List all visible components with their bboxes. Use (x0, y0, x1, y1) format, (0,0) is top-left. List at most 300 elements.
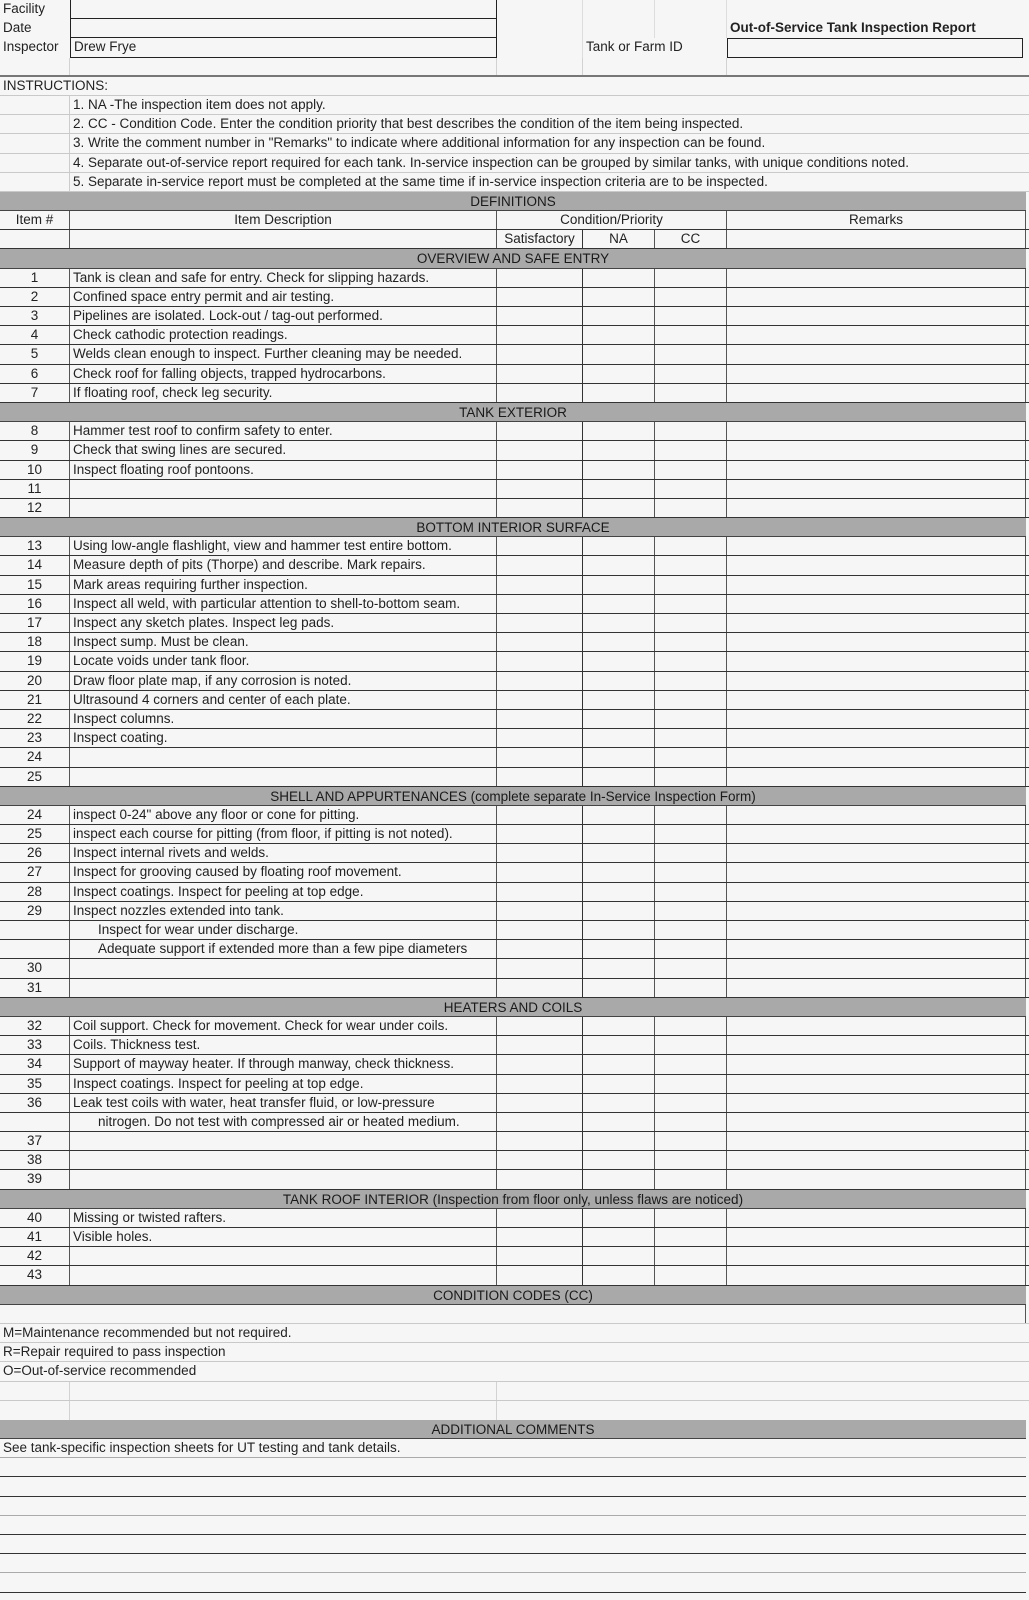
na-cell[interactable] (583, 768, 655, 786)
section-header: TANK EXTERIOR (0, 403, 1026, 422)
item-number: 13 (0, 537, 70, 555)
na-cell[interactable] (583, 595, 655, 613)
satisfactory-cell[interactable] (497, 1132, 583, 1150)
comment-line[interactable] (0, 1554, 1026, 1573)
remarks-cell[interactable] (727, 1228, 1026, 1246)
na-cell[interactable] (583, 480, 655, 498)
section-header: TANK ROOF INTERIOR (Inspection from floor only, unless flaws are noticed) (0, 1190, 1026, 1209)
na-cell[interactable] (583, 710, 655, 728)
item-number: 17 (0, 614, 70, 632)
remarks-cell[interactable] (727, 269, 1026, 287)
blank-cell (583, 19, 655, 38)
item-description: Coil support. Check for movement. Check for wear under coils. (70, 1017, 497, 1035)
remarks-cell[interactable] (727, 307, 1026, 325)
cc-cell[interactable] (655, 1151, 727, 1169)
na-cell[interactable] (583, 1170, 655, 1188)
column-subheader-row (0, 230, 1029, 249)
table-row (0, 748, 1029, 767)
satisfactory-cell[interactable] (497, 1094, 583, 1112)
remarks-cell[interactable] (727, 1113, 1026, 1131)
table-row (0, 1151, 1029, 1170)
condition-code-text: M=Maintenance recommended but not required. (3, 1324, 292, 1340)
remarks-cell[interactable] (727, 825, 1026, 843)
remarks-cell[interactable] (727, 288, 1026, 306)
instruction-item (0, 134, 1029, 153)
item-number: 37 (0, 1132, 70, 1150)
remarks-cell[interactable] (727, 883, 1026, 901)
cc-cell[interactable] (655, 768, 727, 786)
remarks-cell[interactable] (727, 710, 1026, 728)
remarks-cell[interactable] (727, 902, 1026, 920)
item-number: 7 (0, 384, 70, 402)
table-row (0, 979, 1029, 998)
comment-line[interactable] (0, 1573, 1026, 1592)
na-cell[interactable] (583, 461, 655, 479)
satisfactory-cell[interactable] (497, 537, 583, 555)
blank-cell (497, 19, 583, 38)
remarks-cell[interactable] (727, 576, 1026, 594)
na-cell[interactable] (583, 902, 655, 920)
table-row (0, 940, 1029, 959)
na-cell[interactable] (583, 979, 655, 997)
remarks-cell[interactable] (727, 326, 1026, 344)
item-number: 11 (0, 480, 70, 498)
item-number: 25 (0, 768, 70, 786)
cc-cell[interactable] (655, 1094, 727, 1112)
satisfactory-cell[interactable] (497, 806, 583, 824)
satisfactory-cell[interactable] (497, 1113, 583, 1131)
cc-cell[interactable] (655, 307, 727, 325)
comment-line[interactable] (0, 1458, 1026, 1477)
satisfactory-cell[interactable] (497, 326, 583, 344)
item-number: 25 (0, 825, 70, 843)
item-number: 2 (0, 288, 70, 306)
remarks-cell[interactable] (727, 959, 1026, 977)
item-description: Mark areas requiring further inspection. (70, 576, 497, 594)
na-cell[interactable] (583, 1075, 655, 1093)
cc-cell[interactable] (655, 537, 727, 555)
remarks-cell[interactable] (727, 461, 1026, 479)
blank-cell (70, 1382, 497, 1400)
satisfactory-cell[interactable] (497, 863, 583, 881)
table-row (0, 556, 1029, 575)
table-row (0, 441, 1029, 460)
satisfactory-cell[interactable] (497, 1228, 583, 1246)
satisfactory-cell[interactable] (497, 384, 583, 402)
section-header: HEATERS AND COILS (0, 998, 1026, 1017)
cc-cell[interactable] (655, 1055, 727, 1073)
item-number: 26 (0, 844, 70, 862)
cc-cell[interactable] (655, 902, 727, 920)
instruction-text: 1. NA -The inspection item does not apply. (73, 96, 326, 112)
item-number: 3 (0, 307, 70, 325)
na-cell[interactable] (583, 288, 655, 306)
na-cell[interactable] (583, 729, 655, 747)
comment-line[interactable]: See tank-specific inspection sheets for UT testing and tank details. (0, 1439, 1026, 1458)
cc-cell[interactable] (655, 422, 727, 440)
satisfactory-cell[interactable] (497, 499, 583, 517)
item-number: 40 (0, 1209, 70, 1227)
table-row (0, 1113, 1029, 1132)
tank-id-label: Tank or Farm ID (586, 39, 683, 55)
item-number: 31 (0, 979, 70, 997)
cc-cell[interactable] (655, 959, 727, 977)
table-row (0, 652, 1029, 671)
na-cell[interactable] (583, 1113, 655, 1131)
item-description: Inspect for grooving caused by floating roof movement. (70, 863, 497, 881)
na-cell[interactable] (583, 1247, 655, 1265)
inspector-label: Inspector (3, 39, 59, 55)
cc-cell[interactable] (655, 844, 727, 862)
cc-cell[interactable] (655, 556, 727, 574)
remarks-cell[interactable] (727, 537, 1026, 555)
satisfactory-cell[interactable] (497, 959, 583, 977)
satisfactory-cell[interactable] (497, 595, 583, 613)
cc-cell[interactable] (655, 979, 727, 997)
satisfactory-cell[interactable] (497, 633, 583, 651)
item-number: 24 (0, 748, 70, 766)
satisfactory-cell[interactable] (497, 902, 583, 920)
cc-cell[interactable] (655, 1266, 727, 1284)
remarks-cell[interactable] (727, 422, 1026, 440)
na-cell[interactable] (583, 825, 655, 843)
cc-cell[interactable] (655, 384, 727, 402)
satisfactory-cell[interactable] (497, 480, 583, 498)
instruction-item (0, 115, 1029, 134)
section-header-condition-codes: CONDITION CODES (CC) (0, 1286, 1026, 1305)
satisfactory-cell[interactable] (497, 1036, 583, 1054)
table-row (0, 288, 1029, 307)
cc-cell[interactable] (655, 1017, 727, 1035)
item-number: 22 (0, 710, 70, 728)
remarks-cell[interactable] (727, 633, 1026, 651)
remarks-cell[interactable] (727, 691, 1026, 709)
item-description: Inspect all weld, with particular attention to shell-to-bottom seam. (70, 595, 497, 613)
remarks-cell[interactable] (727, 652, 1026, 670)
satisfactory-cell[interactable] (497, 288, 583, 306)
na-cell[interactable] (583, 959, 655, 977)
cc-cell[interactable] (655, 461, 727, 479)
item-description: Pipelines are isolated. Lock-out / tag-out performed. (70, 307, 497, 325)
item-number: 33 (0, 1036, 70, 1054)
cc-cell[interactable] (655, 1209, 727, 1227)
satisfactory-cell[interactable] (497, 921, 583, 939)
remarks-cell[interactable] (727, 1017, 1026, 1035)
remarks-cell[interactable] (727, 844, 1026, 862)
na-cell[interactable] (583, 748, 655, 766)
na-cell[interactable] (583, 691, 655, 709)
na-cell[interactable] (583, 652, 655, 670)
item-number: 23 (0, 729, 70, 747)
cc-cell[interactable] (655, 940, 727, 958)
na-cell[interactable] (583, 1209, 655, 1227)
na-cell[interactable] (583, 1094, 655, 1112)
satisfactory-cell[interactable] (497, 1170, 583, 1188)
condition-code-text: O=Out-of-service recommended (3, 1363, 197, 1379)
comment-line[interactable] (0, 1497, 1026, 1516)
satisfactory-cell[interactable] (497, 614, 583, 632)
section-header: OVERVIEW AND SAFE ENTRY (0, 249, 1026, 268)
item-description: Inspect sump. Must be clean. (70, 633, 497, 651)
remarks-cell[interactable] (727, 979, 1026, 997)
item-description (70, 768, 497, 786)
cc-cell[interactable] (655, 288, 727, 306)
cc-cell[interactable] (655, 441, 727, 459)
cc-cell[interactable] (655, 825, 727, 843)
remarks-cell[interactable] (727, 345, 1026, 363)
item-description: Confined space entry permit and air testing. (70, 288, 497, 306)
blank-cell (0, 96, 70, 114)
tank-id-field[interactable] (727, 38, 1023, 57)
satisfactory-cell[interactable] (497, 825, 583, 843)
na-cell[interactable] (583, 1151, 655, 1169)
satisfactory-cell[interactable] (497, 940, 583, 958)
cc-cell[interactable] (655, 710, 727, 728)
section-header-definitions: DEFINITIONS (0, 192, 1026, 211)
na-cell[interactable] (583, 883, 655, 901)
satisfactory-cell[interactable] (497, 883, 583, 901)
cc-cell[interactable] (655, 748, 727, 766)
table-row (0, 384, 1029, 403)
na-cell[interactable] (583, 940, 655, 958)
item-number: 1 (0, 269, 70, 287)
col-header-description: Item Description (70, 211, 497, 229)
item-description: Inspect coatings. Inspect for peeling at top edge. (70, 883, 497, 901)
na-cell[interactable] (583, 1228, 655, 1246)
remarks-cell[interactable] (727, 556, 1026, 574)
remarks-cell[interactable] (727, 768, 1026, 786)
satisfactory-cell[interactable] (497, 461, 583, 479)
blank-cell (583, 58, 727, 75)
na-cell[interactable] (583, 1266, 655, 1284)
satisfactory-cell[interactable] (497, 1075, 583, 1093)
blank-cell (0, 134, 70, 152)
remarks-cell[interactable] (727, 672, 1026, 690)
table-row (0, 1228, 1029, 1247)
remarks-cell[interactable] (727, 1075, 1026, 1093)
na-cell[interactable] (583, 863, 655, 881)
condition-code-text: R=Repair required to pass inspection (3, 1344, 226, 1360)
na-cell[interactable] (583, 422, 655, 440)
cc-cell[interactable] (655, 652, 727, 670)
item-number: 19 (0, 652, 70, 670)
date-label: Date (3, 20, 32, 36)
cc-cell[interactable] (655, 365, 727, 383)
remarks-cell[interactable] (727, 940, 1026, 958)
blank-cell (655, 19, 727, 38)
cc-cell[interactable] (655, 729, 727, 747)
na-cell[interactable] (583, 326, 655, 344)
cc-cell[interactable] (655, 1170, 727, 1188)
na-cell[interactable] (583, 269, 655, 287)
na-cell[interactable] (583, 307, 655, 325)
remarks-cell[interactable] (727, 384, 1026, 402)
remarks-cell[interactable] (727, 1266, 1026, 1284)
satisfactory-cell[interactable] (497, 672, 583, 690)
cc-cell[interactable] (655, 269, 727, 287)
satisfactory-cell[interactable] (497, 979, 583, 997)
item-description: Check cathodic protection readings. (70, 326, 497, 344)
cc-cell[interactable] (655, 921, 727, 939)
facility-field[interactable] (70, 0, 497, 19)
remarks-cell[interactable] (727, 921, 1026, 939)
item-description: Support of mayway heater. If through manway, check thickness. (70, 1055, 497, 1073)
satisfactory-cell[interactable] (497, 1055, 583, 1073)
remarks-cell[interactable] (727, 806, 1026, 824)
comment-line[interactable] (0, 1477, 1026, 1496)
na-cell[interactable] (583, 806, 655, 824)
na-cell[interactable] (583, 345, 655, 363)
comment-line[interactable] (0, 1516, 1026, 1535)
remarks-cell[interactable] (727, 499, 1026, 517)
na-cell[interactable] (583, 537, 655, 555)
cc-cell[interactable] (655, 499, 727, 517)
cc-cell[interactable] (655, 1075, 727, 1093)
na-cell[interactable] (583, 614, 655, 632)
additional-comments-area (0, 1439, 1029, 1593)
remarks-cell[interactable] (727, 1209, 1026, 1227)
satisfactory-cell[interactable] (497, 1209, 583, 1227)
table-row (0, 863, 1029, 882)
cc-cell[interactable] (655, 326, 727, 344)
blank-cell (70, 58, 497, 75)
cc-cell[interactable] (655, 1113, 727, 1131)
blank-cell (0, 173, 70, 191)
blank-cell (0, 1382, 70, 1400)
satisfactory-cell[interactable] (497, 556, 583, 574)
table-row (0, 883, 1029, 902)
table-row (0, 959, 1029, 978)
satisfactory-cell[interactable] (497, 441, 583, 459)
cc-cell[interactable] (655, 576, 727, 594)
table-row (0, 1055, 1029, 1074)
cc-cell[interactable] (655, 1036, 727, 1054)
cc-cell[interactable] (655, 595, 727, 613)
remarks-cell[interactable] (727, 1151, 1026, 1169)
item-description (70, 1151, 497, 1169)
satisfactory-cell[interactable] (497, 269, 583, 287)
cc-cell[interactable] (655, 672, 727, 690)
satisfactory-cell[interactable] (497, 576, 583, 594)
na-cell[interactable] (583, 384, 655, 402)
satisfactory-cell[interactable] (497, 1151, 583, 1169)
na-cell[interactable] (583, 672, 655, 690)
na-cell[interactable] (583, 441, 655, 459)
col-header-remarks: Remarks (727, 211, 1026, 229)
table-row (0, 1247, 1029, 1266)
cc-cell[interactable] (655, 480, 727, 498)
cc-cell[interactable] (655, 614, 727, 632)
satisfactory-cell[interactable] (497, 710, 583, 728)
satisfactory-cell[interactable] (497, 652, 583, 670)
na-cell[interactable] (583, 1017, 655, 1035)
satisfactory-cell[interactable] (497, 307, 583, 325)
remarks-cell[interactable] (727, 1247, 1026, 1265)
spacer-row (0, 1382, 1029, 1401)
cc-cell[interactable] (655, 1247, 727, 1265)
cc-cell[interactable] (655, 345, 727, 363)
satisfactory-cell[interactable] (497, 345, 583, 363)
item-description (70, 1170, 497, 1188)
remarks-cell[interactable] (727, 1094, 1026, 1112)
item-number (0, 921, 70, 939)
na-cell[interactable] (583, 365, 655, 383)
na-cell[interactable] (583, 921, 655, 939)
satisfactory-cell[interactable] (497, 422, 583, 440)
instructions-title-row (0, 77, 1029, 96)
item-description: inspect 0-24" above any floor or cone for pitting. (70, 806, 497, 824)
date-row (0, 19, 1029, 38)
item-description: If floating roof, check leg security. (70, 384, 497, 402)
remarks-cell[interactable] (727, 748, 1026, 766)
satisfactory-cell[interactable] (497, 1247, 583, 1265)
na-cell[interactable] (583, 556, 655, 574)
item-description: Welds clean enough to inspect. Further cleaning may be needed. (70, 345, 497, 363)
item-description: Inspect nozzles extended into tank. (70, 902, 497, 920)
na-cell[interactable] (583, 1132, 655, 1150)
inspector-field[interactable]: Drew Frye (70, 38, 497, 57)
satisfactory-cell[interactable] (497, 748, 583, 766)
instruction-text: 5. Separate in-service report must be completed at the same time if in-service inspection criteria are to be inspected. (73, 173, 768, 189)
condition-code-item (0, 1362, 1029, 1381)
remarks-cell[interactable] (727, 1055, 1026, 1073)
na-cell[interactable] (583, 499, 655, 517)
satisfactory-cell[interactable] (497, 1017, 583, 1035)
satisfactory-cell[interactable] (497, 844, 583, 862)
na-cell[interactable] (583, 633, 655, 651)
item-number: 18 (0, 633, 70, 651)
satisfactory-cell[interactable] (497, 365, 583, 383)
remarks-cell[interactable] (727, 441, 1026, 459)
item-number: 42 (0, 1247, 70, 1265)
na-cell[interactable] (583, 576, 655, 594)
table-row (0, 269, 1029, 288)
date-field[interactable] (70, 19, 497, 38)
remarks-cell[interactable] (727, 365, 1026, 383)
cc-cell[interactable] (655, 633, 727, 651)
cc-cell[interactable] (655, 1132, 727, 1150)
satisfactory-cell[interactable] (497, 691, 583, 709)
na-cell[interactable] (583, 1036, 655, 1054)
remarks-cell[interactable] (727, 1170, 1026, 1188)
comment-line[interactable] (0, 1535, 1026, 1554)
col-header-cc: CC (655, 230, 727, 248)
satisfactory-cell[interactable] (497, 1266, 583, 1284)
remarks-cell[interactable] (727, 614, 1026, 632)
satisfactory-cell[interactable] (497, 729, 583, 747)
remarks-cell[interactable] (727, 729, 1026, 747)
cc-cell[interactable] (655, 863, 727, 881)
remarks-cell[interactable] (727, 595, 1026, 613)
na-cell[interactable] (583, 1055, 655, 1073)
na-cell[interactable] (583, 844, 655, 862)
remarks-cell[interactable] (727, 1132, 1026, 1150)
item-description: nitrogen. Do not test with compressed air or heated medium. (70, 1113, 497, 1131)
cc-cell[interactable] (655, 883, 727, 901)
remarks-cell[interactable] (727, 1036, 1026, 1054)
cc-cell[interactable] (655, 1228, 727, 1246)
table-row (0, 806, 1029, 825)
satisfactory-cell[interactable] (497, 768, 583, 786)
cc-cell[interactable] (655, 806, 727, 824)
item-description: Inspect for wear under discharge. (70, 921, 497, 939)
table-row (0, 1132, 1029, 1151)
item-number: 5 (0, 345, 70, 363)
remarks-cell[interactable] (727, 863, 1026, 881)
cc-cell[interactable] (655, 691, 727, 709)
remarks-cell[interactable] (727, 480, 1026, 498)
item-description: Draw floor plate map, if any corrosion is noted. (70, 672, 497, 690)
